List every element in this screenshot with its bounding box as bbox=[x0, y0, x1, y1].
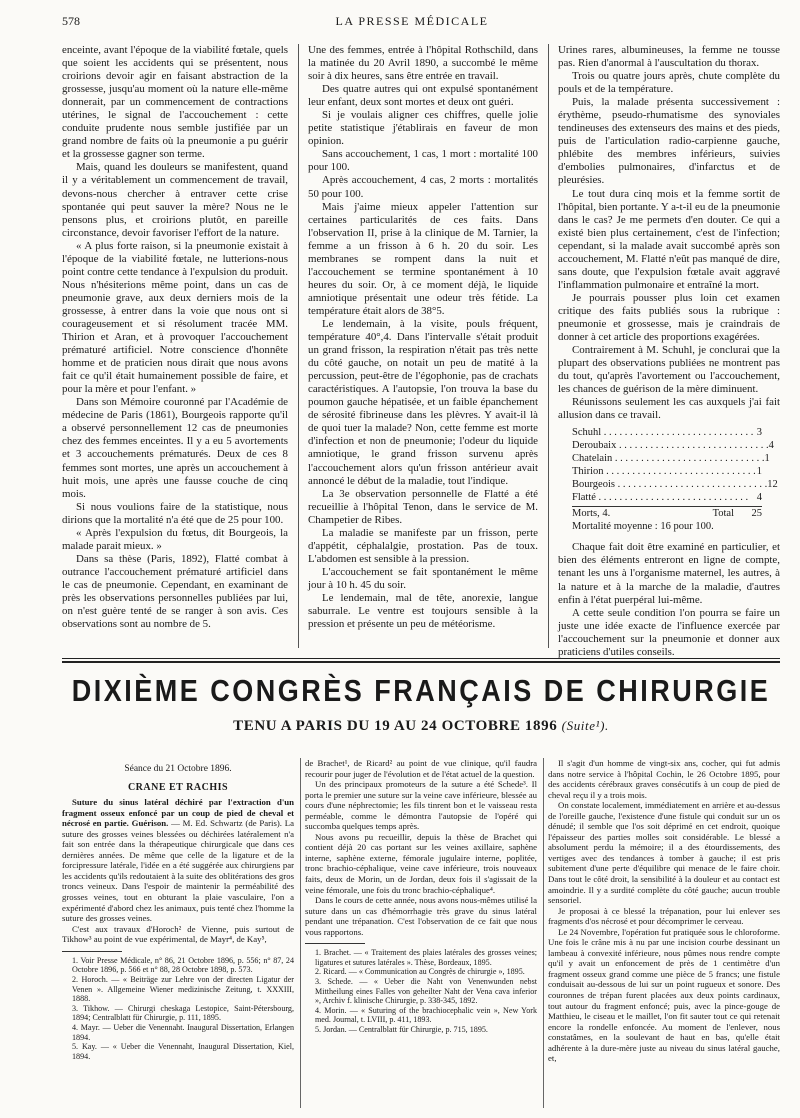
paragraph: Des quatre autres qui ont expulsé spontanément leur enfant, deux sont mortes et deux ont guéri. bbox=[308, 83, 538, 109]
paragraph: enceinte, avant l'époque de la viabilité fœtale, quels que soient les accidents qui se présentent, nous croirions devoir agir en faisant abstraction de la grossesse, jusqu'au moment où la nature elle-même donnerait, par un commencement de contractions utérines, le signal de l'accouchement : cette conduite prudente nous semble justifiée par un grand nombre de faits où la pneumonie a pu guérir et la grossesse gagner son terme. bbox=[62, 44, 288, 161]
paragraph: Après accouchement, 4 cas, 2 morts : mortalités 50 pour 100. bbox=[308, 174, 538, 200]
column-rule bbox=[300, 758, 301, 1108]
paragraph: Chaque fait doit être examiné en particulier, et bien des éléments entreront en ligne de compte, tenant les uns à l'organisme maternel, les autres, à la nature et à la marche de la maladie, d'autres enfin à l'état puerpéral lui-même. bbox=[558, 541, 780, 606]
congress-suite: (Suite¹). bbox=[561, 718, 609, 733]
footnote: 3. Tikhow. — Chirurgi cheskaga Lestopice, Saint-Pétersbourg, 1894; Centralblatt für Chirurgie, p. 111, 1895. bbox=[72, 1003, 294, 1023]
table-author: Chatelain . . . bbox=[572, 452, 765, 465]
table-value: 4 bbox=[756, 492, 762, 504]
report-column-1 bbox=[62, 758, 294, 1108]
section-divider bbox=[62, 661, 780, 663]
footnote: 1. Brachet. — « Traitement des plaies latérales des grosses veines; ligatures et sutures latérales ». Thèse, Bordeaux, 1895. bbox=[315, 948, 537, 967]
paragraph: Sans accouchement, 1 cas, 1 mort : mortalité 100 pour 100. bbox=[308, 148, 538, 174]
table-value: 12 bbox=[767, 479, 778, 491]
footnote: 5. Kay. — « Ueber die Venennaht, Inaugural Dissertation, Kiel, 1894. bbox=[72, 1042, 294, 1061]
paragraph: Il s'agit d'un homme de vingt-six ans, cocher, qui fut admis dans notre service à l'hôpital Cochin, le 26 Octobre 1895, pour des accidents cérébraux graves consécutifs à un coup de pied de cheval reçu il y a trois mois. bbox=[548, 758, 780, 800]
paragraph: L'accouchement se fait spontanément le même jour à 10 h. 45 du soir. bbox=[308, 565, 538, 591]
congress-title: DIXIÈME CONGRÈS FRANÇAIS DE CHIRURGIE bbox=[71, 674, 771, 708]
table-author: Deroubaix . . . bbox=[572, 439, 769, 452]
paragraph: Le lendemain, mal de tête, anorexie, langue saburrale. Le ventre est toujours sensible à la pression et présente un peu de météorisme. bbox=[308, 591, 538, 631]
table-author: Flatté . . . bbox=[572, 491, 748, 504]
paragraph: Mais j'aime mieux appeler l'attention sur certaines particularités de ces faits. Dans l'observation II, prise à la clinique de M. Tarnier, la femme a un frisson à 6 h. 20 du soir. Les membranes se rompent dans la nuit et l'accouchement se termine spontanément à 10 heures du soir. Or, à ce moment déjà, le liquide amniotique présentait une odeur très fétide. La température était alors de 38°5. bbox=[308, 200, 538, 317]
paragraph: Puis, la malade présenta successivement : érythème, pseudo-rhumatisme des synoviales tendineuses des extenseurs des mains et des pieds, puis de l'articulation radio-carpienne gauche, phlébite des membres inférieurs, suivies d'embolies pulmonaires, d'infarctus et de pleurésies. bbox=[558, 96, 780, 187]
table-author: Thirion . . . bbox=[572, 465, 756, 478]
journal-title: LA PRESSE MÉDICALE bbox=[335, 14, 489, 28]
column-3 bbox=[558, 44, 780, 658]
column-rule bbox=[548, 44, 549, 648]
session-date: Séance du 21 Octobre 1896. bbox=[124, 764, 232, 774]
paragraph: Le tout dura cinq mois et la femme sortit de l'hôpital, bien portante. Y a-t-il eu de la pneumonie dans le cas? Je me permets d'en douter. Ce qui a existé bien plus certainement, c'est de l'infection; cependant, si la malade avait succombé après son accouchement, M. Flatté n'eût pas manqué de dire, sans doute, que l'expulsion fœtale avait aggravé l'inflammation pulmonaire et entraîné la mort. bbox=[558, 187, 780, 291]
paragraph: Dans sa thèse (Paris, 1892), Flatté combat à outrance l'accouchement prématuré artificiel dans le cas de pneumonie. Cependant, en examinant de près les observations personnelles publiées par lui, on n'est guère tenté de se ranger à son avis. Ces observations sont au nombre de 5. bbox=[62, 552, 288, 631]
table-row bbox=[572, 491, 762, 504]
page-number: 578 bbox=[62, 14, 80, 28]
column-rule bbox=[298, 44, 299, 648]
table-value: 3 bbox=[756, 427, 762, 439]
table-row bbox=[572, 452, 770, 465]
paragraph: Mais, quand les douleurs se manifestent, quand il y a véritablement un commencement de travail, devons-nous chercher à entraver cette crise spontanée qui peut sauver la mère? Nous ne le pensons plus, et croirions plutôt, en pareille circonstance, devoir favoriser l'effort de la nature. bbox=[62, 161, 288, 239]
paragraph: C'est aux travaux d'Horoch² de Vienne, puis surtout de Tikhow³ au point de vue expérimental, de Mayr⁴, de Kay⁵, bbox=[62, 923, 294, 945]
paragraph: Trois ou quatre jours après, chute complète du pouls et de la température. bbox=[558, 70, 780, 96]
paragraph: Si nous voulions faire de la statistique, nous dirions que la mortalité n'a été que de 25 pour 100. bbox=[62, 500, 288, 526]
footnote: 4. Morin. — « Suturing of the brachiocephalic vein », New York med. Journal, t. LVIII, p. 411, 1893. bbox=[315, 1005, 537, 1025]
article-continuation bbox=[62, 44, 780, 658]
paragraph: de Brachet¹, de Ricard² au point de vue clinique, qu'il faudra recourir pour juger de l'évolution et de l'état actuel de la question. bbox=[305, 758, 537, 779]
footnote: 2. Ricard. — « Communication au Congrès de chirurgie », 1895. bbox=[315, 967, 525, 977]
communication-title: Suture du sinus latéral déchiré par l'extraction d'un fragment osseux enfoncé par un coup de pied de cheval et nécrosé en partie. Guérison. bbox=[62, 797, 294, 829]
table-value: 1 bbox=[756, 466, 762, 478]
paragraph: Le lendemain, à la visite, pouls fréquent, température 40°,4. Dans l'intervalle s'était produit un grand frisson, la respiration n'était pas très nette du côté gauche, on notait un peu de matité à la percussion, peut-être de l'égophonie, pas de crachats caractéristiques. A l'autopsie, l'on trouva la base du poumon gauche hépatisée, et un faible épanchement de sérosité fibrineuse dans les plèvres. Y avait-il là de quoi tuer la malade? Non, cette femme est morte d'infection et non de pneumonie; l'odeur du liquide amniotique, le grand frisson survenu après l'accouchement alors qu'un frisson antérieur avait annoncé le début de la maladie, tout l'indique. bbox=[308, 317, 538, 487]
paragraph: Si je voulais aligner ces chiffres, quelle jolie petite statistique j'établirais en faveur de mon opinion. bbox=[308, 109, 538, 148]
report-column-3 bbox=[548, 758, 780, 1108]
paragraph: On constate localement, immédiatement en arrière et au-dessus de l'oreille gauche, l'existence d'une fistule qui conduit sur un os dénudé; il semble que l'os soit déprimé en cet endroit, quoique l'épaisseur des parties molles soit considérable. Le blessé a absolument perdu la mémoire; il a des étourdissements, des vertiges avec des tendances à tomber à gauche; il est pris subitement d'une perte d'équilibre qui menace de le faire choir. Dans tout le côté droit, la sensibilité à la douleur et au contact est amoindrie. Il y a surdité complète du côté gauche; aucun trouble sensoriel. bbox=[548, 800, 780, 906]
table-total-row bbox=[572, 506, 762, 520]
paragraph: Je pourrais pousser plus loin cet examen critique des faits publiés sous la rubrique : pneumonie et grossesse, mais je craindrais de donner à cet article des proportions exagérées. bbox=[558, 291, 780, 344]
footnote-rule bbox=[62, 951, 122, 952]
column-rule bbox=[543, 758, 544, 1108]
table-total-value: 25 bbox=[751, 508, 762, 520]
table-total-label: Total bbox=[712, 508, 734, 520]
table-row bbox=[572, 439, 774, 452]
paragraph: Contrairement à M. Schuhl, je conclurai que la plupart des observations publiées ne montrent pas du tout, qu'après l'avortement ou l'accouchement, les chances de guérison de la mère diminuent. bbox=[558, 344, 780, 396]
paragraph: La maladie se manifeste par un frisson, perte d'appétit, céphalalgie, prostation. Pas de toux. L'abdomen est sensible à la pression. bbox=[308, 526, 538, 565]
paragraph: Réunissons seulement les cas auxquels j'ai fait allusion dans ce travail. bbox=[558, 396, 780, 422]
table-deaths: Morts, 4. bbox=[572, 508, 611, 520]
footnote: 5. Jordan. — Centralblatt für Chirurgie, p. 715, 1895. bbox=[315, 1025, 488, 1035]
report-column-2 bbox=[305, 758, 537, 1108]
congress-report bbox=[62, 758, 780, 1108]
footnote: 3. Schede. — « Ueber die Naht von Venenwunden nebst Mittheilung eines Falles von geheilter Naht der Vena cava inferior », Archiv f. klinische Chirurgie, p. 338-345, 1892. bbox=[315, 977, 537, 1006]
table-value: 4 bbox=[768, 440, 774, 452]
table-author: Schuhl . . . bbox=[572, 426, 753, 439]
column-2 bbox=[308, 44, 538, 648]
paragraph: Dans son Mémoire couronné par l'Académie de médecine de Paris (1861), Bourgeois rapporte qu'il a observé personnellement 12 cas de pneumonies chez des femmes enceintes. Il y a eu 5 avortements et 3 accouchements prématurés. Deux de ces 8 femmes sont mortes, une après un accouchement à huit mois, une après une fausse couche de cinq mois. bbox=[62, 396, 288, 500]
footnote-rule bbox=[305, 943, 365, 944]
section-divider bbox=[62, 658, 780, 659]
paragraph: Un des principaux promoteurs de la suture a été Schede³. Il porta le premier une suture sur la veine cave inférieure, blessée au cours d'une néphrectomie; les fils tinrent bon et le vaisseau resta perméable, comme le démontra l'autopsie de l'opéré qui succomba quelques temps après. bbox=[305, 779, 537, 832]
paragraph: La 3e observation personnelle de Flatté a été recueillie à l'hôpital Tenon, dans le service de M. Champetier de Ribes. bbox=[308, 487, 538, 526]
paragraph: Je proposai à ce blessé la trépanation, pour lui enlever ses fragments d'os nécrosé et pour décomprimer le cerveau. bbox=[548, 905, 780, 927]
communication-text: — M. Ed. Schwartz (de Paris). La suture des grosses veines blessées ou déchirées latéralement n'a fait son entrée dans la thérapeutique chirurgicale que dans ces dernières années. De même que celle de la ligature et de la forcipressure latérale, l'idée en a été suggérée aux chirurgiens par les accidents qu'ils redoutaient à la suite des oblitérations des gros troncs veineux. Dans l'espoir de maintenir la perméabilité des grosses veines, tout en obturant la plaie vasculaire, l'on a expérimenté d'abord chez les animaux, puis tenté chez l'homme la suture des grosses veines. bbox=[62, 818, 294, 924]
table-row bbox=[572, 478, 778, 491]
table-row bbox=[572, 426, 762, 439]
table-value: 1 bbox=[764, 453, 770, 465]
table-mortality: Mortalité moyenne : 16 pour 100. bbox=[572, 521, 714, 533]
section-heading: CRANE ET RACHIS bbox=[127, 781, 229, 793]
paragraph: Le 24 Novembre, l'opération fut pratiquée sous le chloroforme. Une fois le crâne mis à nu par une incision courbe dessinant un lambeau à convexité inférieure, nous pûmes nous rendre compte qu'il y avait un enfoncement de près de 1 centimètre d'un fragment osseux grand comme une pièce de 5 francs; une fistule conduisait au-dessous de lui sur un point rugueux et sonore. Des couronnes de trépan furent placées aux deux points cardinaux, tout autour du fragment enfoncé; puis, avec la pince-gouge de Matthieu, le ciseau et le maillet, l'on fit sauter tout ce qui retenait encore la rondelle enfoncée. Au moment de l'enlever, nous constatâmes, en la soulevant de haut en bas, qu'elle était adhérente à la dure-mère juste au niveau du sinus latéral gauche, et, bbox=[548, 926, 780, 1064]
paragraph: « A plus forte raison, si la pneumonie existait à l'époque de la viabilité fœtale, ne lutterions-nous point contre cette tendance à l'expulsion du produit. Nous n'hésiterions même point, dans un cas de pneumonie grave, aux deux derniers mois de la grossesse, à entrer dans la voie que nous ont si courageusement et si résolument tracée MM. Thirion et Aran, et à provoquer l'accouchement prématuré artificiel. Notre conscience d'honnête homme et de praticien nous dirait que nous avons fait ce qu'il était humainement possible de faire, et pour la mère et pour l'enfant. » bbox=[62, 239, 288, 396]
case-table bbox=[572, 426, 778, 533]
paragraph: A cette seule condition l'on pourra se faire un juste une idée exacte de l'influence exercée par l'accouchement sur la pneumonie et donner aux praticiens d'utiles conseils. bbox=[558, 606, 780, 658]
table-row bbox=[572, 465, 762, 478]
paragraph: Nous avons pu recueillir, depuis la thèse de Brachet qui contient déjà 20 cas portant sur les veines axillaire, saphène interne, saphène externe, fémorale jugulaire interne, poplitée, tronc brachio-céphalique, veine cave inférieure, trois nouveaux faits, deux de Morin, un de Jordan, deux fois il s'agissait de la veine fémorale, une fois du tronc brachio-céphalique⁴. bbox=[305, 831, 537, 895]
congress-subtitle bbox=[62, 718, 780, 735]
paragraph: Urines rares, albumineuses, la femme ne tousse pas. Rien d'anormal à l'auscultation du thorax. bbox=[558, 44, 780, 70]
paragraph: Dans le cours de cette année, nous avons nous-mêmes utilisé la suture dans un cas d'hémorrhagie très grave du sinus latéral pendant une trépanation. C'est l'observation de ce fait que nous vous rapportons. bbox=[305, 895, 537, 937]
congress-dates: TENU A PARIS DU 19 AU 24 OCTOBRE 1896 bbox=[233, 718, 558, 734]
paragraph: « Après l'expulsion du fœtus, dit Bourgeois, la malade parait mieux. » bbox=[62, 526, 288, 552]
table-author: Bourgeois . . . bbox=[572, 478, 767, 491]
footnote: 2. Horoch. — « Beiträge zur Lehre von der directen Ligatur der Venen ». Allgemeine Wiener medizinische Zeitung, t. XXXIII, 1888. bbox=[72, 974, 294, 1004]
footnote: 1. Voir Presse Médicale, n° 86, 21 Octobre 1896, p. 556; n° 87, 24 Octobre 1896, p. 566 et n° 88, 28 Octobre 1898, p. 573. bbox=[72, 955, 294, 975]
column-1 bbox=[62, 44, 288, 648]
paragraph: Une des femmes, entrée à l'hôpital Rothschild, dans la matinée du 20 Avril 1890, a succombé le même soir à dix heures, sans être entrée en travail. bbox=[308, 44, 538, 83]
page-header bbox=[62, 14, 762, 32]
footnote: 4. Mayr. — Ueber die Venennaht. Inaugural Dissertation, Erlangen 1894. bbox=[72, 1022, 294, 1042]
